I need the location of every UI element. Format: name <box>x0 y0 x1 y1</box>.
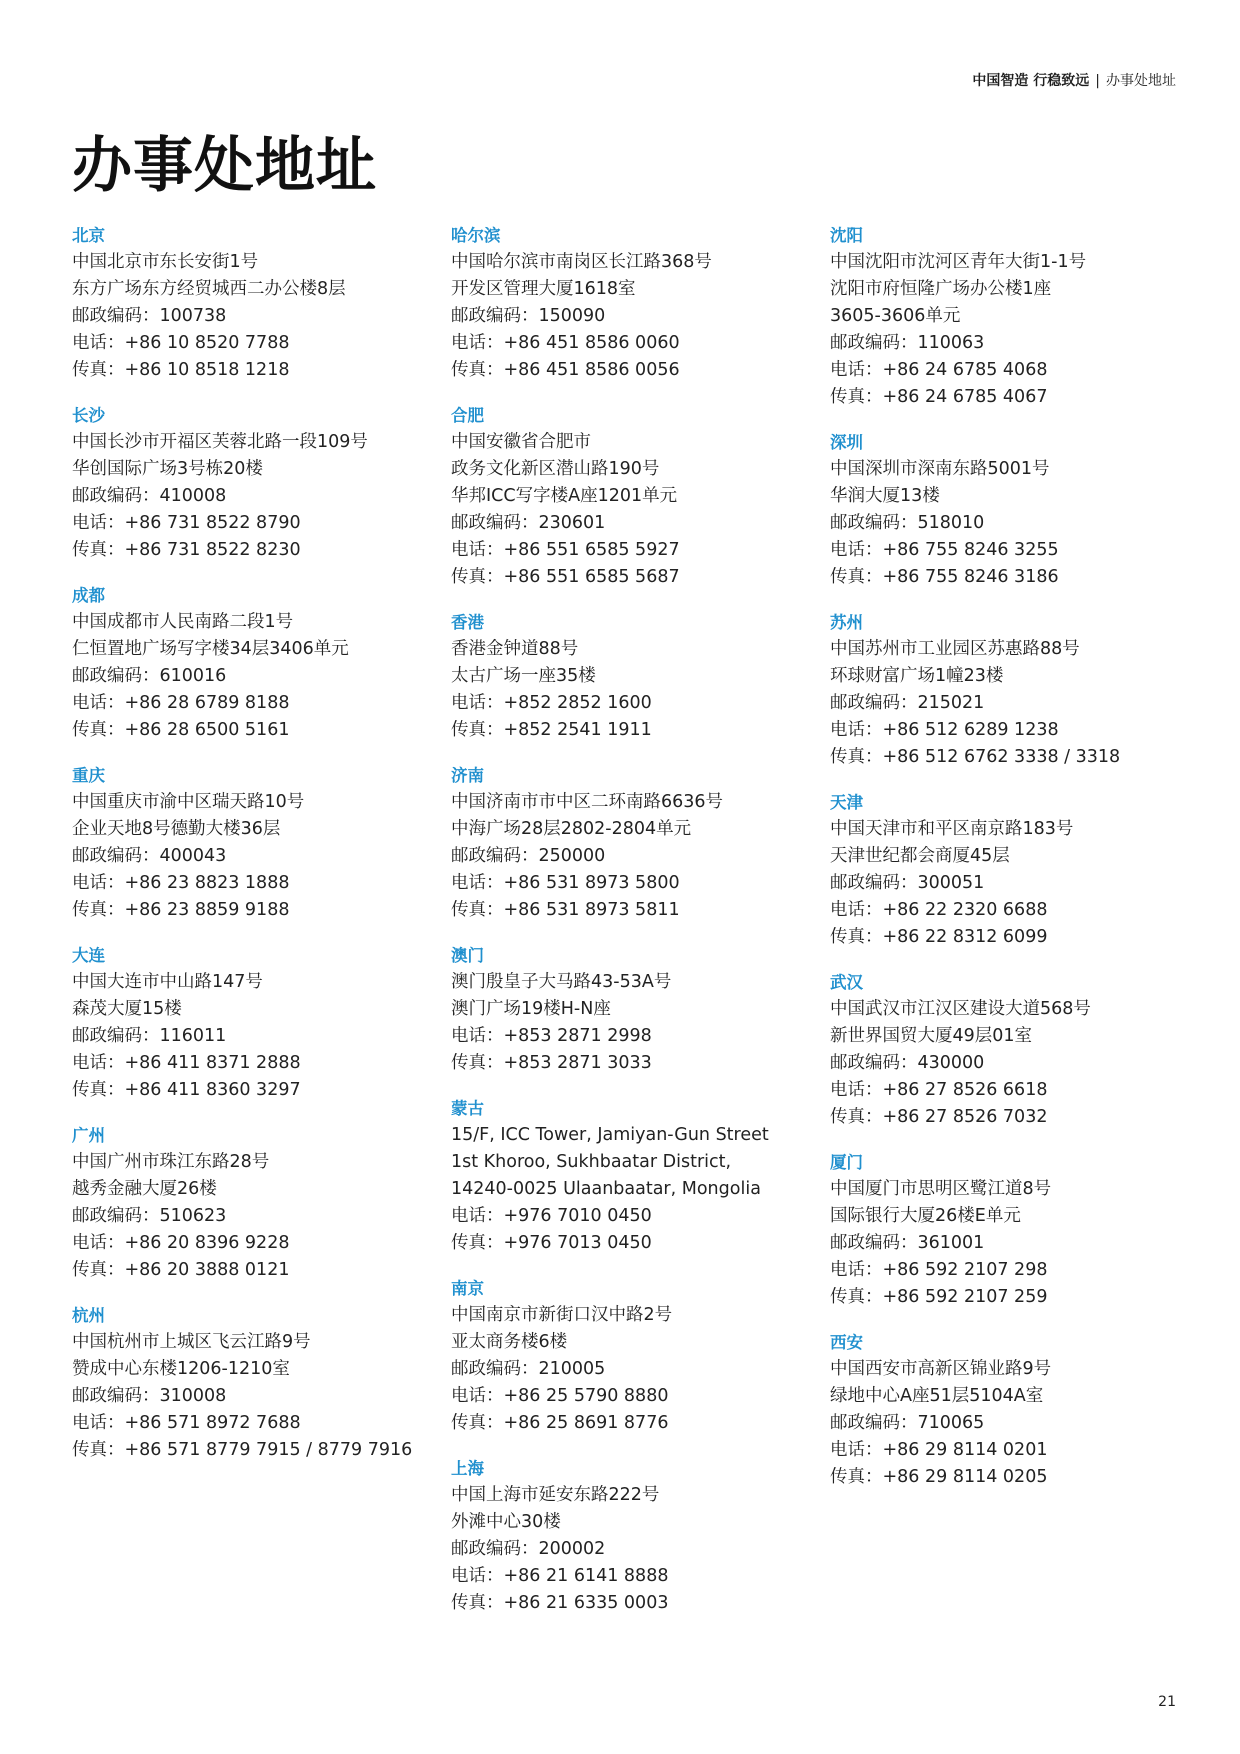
office-block <box>830 790 1190 951</box>
office-block <box>830 223 1190 411</box>
office-city: 济南 <box>451 766 484 785</box>
office-block <box>830 610 1190 771</box>
office-address-line: 电话：+86 731 8522 8790 <box>72 513 301 533</box>
office-address-line: 新世界国贸大厦49层01室 <box>830 1026 1033 1046</box>
office-address-line: 邮政编码：150090 <box>451 306 606 326</box>
office-address-line: 中国苏州市工业园区苏惠路88号 <box>830 639 1080 659</box>
office-address-line: 传真：+86 531 8973 5811 <box>451 900 680 920</box>
office-address-line: 电话：+86 451 8586 0060 <box>451 333 680 353</box>
office-address-line: 邮政编码：210005 <box>451 1359 606 1379</box>
office-block <box>72 763 432 924</box>
office-address-line: 传真：+976 7013 0450 <box>451 1233 652 1253</box>
office-address-line: 亚太商务楼6楼 <box>451 1332 568 1352</box>
office-address-line: 电话：+86 21 6141 8888 <box>451 1566 669 1586</box>
office-address-line: 电话：+86 571 8972 7688 <box>72 1413 301 1433</box>
office-address-line: 绿地中心A座51层5104A室 <box>830 1386 1044 1406</box>
office-address-line: 15/F, ICC Tower, Jamiyan-Gun Street <box>451 1125 769 1145</box>
office-address-line: 森茂大厦15楼 <box>72 999 182 1019</box>
office-city: 天津 <box>830 793 863 812</box>
office-address-line: 中国成都市人民南路二段1号 <box>72 612 294 632</box>
office-address-line: 电话：+853 2871 2998 <box>451 1026 652 1046</box>
office-address-line: 电话：+86 25 5790 8880 <box>451 1386 669 1406</box>
office-address-line: 沈阳市府恒隆广场办公楼1座 <box>830 279 1052 299</box>
office-city: 大连 <box>72 946 105 965</box>
office-address-line: 传真：+86 23 8859 9188 <box>72 900 290 920</box>
office-address-line: 邮政编码：710065 <box>830 1413 985 1433</box>
office-address-line: 电话：+86 22 2320 6688 <box>830 900 1048 920</box>
office-address-line: 邮政编码：100738 <box>72 306 227 326</box>
office-address-line: 外滩中心30楼 <box>451 1512 561 1532</box>
office-column-2 <box>451 223 796 1636</box>
office-address-line: 中国大连市中山路147号 <box>72 972 263 992</box>
office-address-line: 华润大厦13楼 <box>830 486 940 506</box>
office-address-line: 中国杭州市上城区飞云江路9号 <box>72 1332 311 1352</box>
office-city: 哈尔滨 <box>451 226 501 245</box>
office-city: 沈阳 <box>830 226 863 245</box>
office-city: 成都 <box>72 586 105 605</box>
office-city: 合肥 <box>451 406 484 425</box>
office-address-line: 中国沈阳市沈河区青年大街1-1号 <box>830 252 1087 272</box>
office-city: 武汉 <box>830 973 863 992</box>
office-address-line: 中国安徽省合肥市 <box>451 432 591 452</box>
office-address-line: 中国广州市珠江东路28号 <box>72 1152 270 1172</box>
office-address-line: 中国重庆市渝中区瑞天路10号 <box>72 792 305 812</box>
office-address-line: 电话：+86 531 8973 5800 <box>451 873 680 893</box>
office-address-line: 1st Khoroo, Sukhbaatar District, <box>451 1152 732 1172</box>
office-city: 深圳 <box>830 433 863 452</box>
office-address-line: 天津世纪都会商厦45层 <box>830 846 1010 866</box>
office-address-line: 邮政编码：310008 <box>72 1386 227 1406</box>
office-address-line: 邮政编码：410008 <box>72 486 227 506</box>
office-address-line: 传真：+86 731 8522 8230 <box>72 540 301 560</box>
office-address-line: 3605-3606单元 <box>830 306 961 326</box>
office-city: 杭州 <box>72 1306 105 1325</box>
office-address-line: 越秀金融大厦26楼 <box>72 1179 217 1199</box>
office-column-1 <box>72 223 432 1483</box>
office-address-line: 传真：+86 10 8518 1218 <box>72 360 290 380</box>
office-block <box>72 403 432 564</box>
office-address-line: 邮政编码：518010 <box>830 513 985 533</box>
office-address-line: 中国上海市延安东路222号 <box>451 1485 660 1505</box>
office-address-line: 传真：+86 20 3888 0121 <box>72 1260 290 1280</box>
office-address-line: 邮政编码：110063 <box>830 333 985 353</box>
office-address-line: 中国西安市高新区锦业路9号 <box>830 1359 1052 1379</box>
office-address-line: 中海广场28层2802-2804单元 <box>451 819 692 839</box>
running-head-separator: | <box>1095 73 1100 89</box>
office-address-line: 电话：+86 755 8246 3255 <box>830 540 1059 560</box>
office-address-line: 传真：+86 451 8586 0056 <box>451 360 680 380</box>
office-address-line: 邮政编码：230601 <box>451 513 606 533</box>
office-address-line: 电话：+86 411 8371 2888 <box>72 1053 301 1073</box>
office-address-line: 中国天津市和平区南京路183号 <box>830 819 1074 839</box>
office-address-line: 传真：+86 755 8246 3186 <box>830 567 1059 587</box>
office-address-line: 中国北京市东长安街1号 <box>72 252 259 272</box>
office-address-line: 电话：+86 23 8823 1888 <box>72 873 290 893</box>
office-block <box>451 943 796 1077</box>
office-address-line: 中国深圳市深南东路5001号 <box>830 459 1050 479</box>
office-address-line: 华创国际广场3号栋20楼 <box>72 459 263 479</box>
office-address-line: 传真：+852 2541 1911 <box>451 720 652 740</box>
office-address-line: 邮政编码：300051 <box>830 873 985 893</box>
office-block <box>451 223 796 384</box>
office-address-line: 邮政编码：116011 <box>72 1026 227 1046</box>
office-address-line: 电话：+86 20 8396 9228 <box>72 1233 290 1253</box>
office-address-line: 中国厦门市思明区鹭江道8号 <box>830 1179 1052 1199</box>
office-city: 蒙古 <box>451 1099 484 1118</box>
office-block <box>72 223 432 384</box>
office-address-line: 电话：+86 592 2107 298 <box>830 1260 1048 1280</box>
office-address-line: 邮政编码：510623 <box>72 1206 227 1226</box>
office-address-line: 传真：+86 592 2107 259 <box>830 1287 1048 1307</box>
office-address-line: 国际银行大厦26楼E单元 <box>830 1206 1021 1226</box>
office-address-line: 传真：+86 21 6335 0003 <box>451 1593 669 1613</box>
office-address-line: 电话：+976 7010 0450 <box>451 1206 652 1226</box>
office-block <box>451 1276 796 1437</box>
office-address-line: 中国哈尔滨市南岗区长江路368号 <box>451 252 712 272</box>
office-address-line: 中国长沙市开福区芙蓉北路一段109号 <box>72 432 368 452</box>
office-address-line: 电话：+86 24 6785 4068 <box>830 360 1048 380</box>
office-address-line: 电话：+86 10 8520 7788 <box>72 333 290 353</box>
office-address-line: 电话：+86 551 6585 5927 <box>451 540 680 560</box>
office-address-line: 邮政编码：610016 <box>72 666 227 686</box>
office-city: 厦门 <box>830 1153 863 1172</box>
office-address-line: 东方广场东方经贸城西二办公楼8层 <box>72 279 346 299</box>
running-head-section: 办事处地址 <box>1106 73 1176 89</box>
office-address-line: 邮政编码：250000 <box>451 846 606 866</box>
office-address-line: 电话：+852 2852 1600 <box>451 693 652 713</box>
office-address-line: 开发区管理大厦1618室 <box>451 279 636 299</box>
office-city: 北京 <box>72 226 105 245</box>
office-address-line: 中国武汉市江汉区建设大道568号 <box>830 999 1091 1019</box>
office-address-line: 太古广场一座35楼 <box>451 666 596 686</box>
office-address-line: 香港金钟道88号 <box>451 639 579 659</box>
office-block <box>830 1150 1190 1311</box>
office-address-line: 企业天地8号德勤大楼36层 <box>72 819 281 839</box>
office-address-line: 传真：+86 512 6762 3338 / 3318 <box>830 747 1121 767</box>
office-city: 香港 <box>451 613 484 632</box>
office-block <box>451 763 796 924</box>
office-address-line: 电话：+86 28 6789 8188 <box>72 693 290 713</box>
office-address-line: 传真：+86 25 8691 8776 <box>451 1413 669 1433</box>
office-city: 长沙 <box>72 406 105 425</box>
office-address-line: 传真：+86 571 8779 7915 / 8779 7916 <box>72 1440 413 1460</box>
office-city: 广州 <box>72 1126 105 1145</box>
office-city: 西安 <box>830 1333 863 1352</box>
office-block <box>830 1330 1190 1491</box>
office-city: 苏州 <box>830 613 863 632</box>
office-city: 上海 <box>451 1459 484 1478</box>
office-city: 南京 <box>451 1279 484 1298</box>
office-address-line: 传真：+86 28 6500 5161 <box>72 720 290 740</box>
office-address-line: 传真：+86 27 8526 7032 <box>830 1107 1048 1127</box>
office-block <box>451 1096 796 1257</box>
office-column-3 <box>830 223 1190 1510</box>
office-address-line: 华邦ICC写字楼A座1201单元 <box>451 486 678 506</box>
office-block <box>830 430 1190 591</box>
office-address-line: 中国南京市新街口汉中路2号 <box>451 1305 673 1325</box>
office-block <box>72 583 432 744</box>
running-head <box>972 70 1176 90</box>
office-address-line: 传真：+86 29 8114 0205 <box>830 1467 1048 1487</box>
office-address-line: 传真：+86 551 6585 5687 <box>451 567 680 587</box>
office-city: 澳门 <box>451 946 484 965</box>
office-block <box>72 1123 432 1284</box>
office-address-line: 邮政编码：361001 <box>830 1233 985 1253</box>
office-address-line: 政务文化新区潜山路190号 <box>451 459 660 479</box>
office-address-line: 电话：+86 27 8526 6618 <box>830 1080 1048 1100</box>
office-address-line: 澳门广场19楼H-N座 <box>451 999 611 1019</box>
office-address-line: 中国济南市市中区二环南路6636号 <box>451 792 724 812</box>
office-address-line: 传真：+86 411 8360 3297 <box>72 1080 301 1100</box>
office-address-line: 传真：+86 22 8312 6099 <box>830 927 1048 947</box>
office-address-line: 环球财富广场1幢23楼 <box>830 666 1004 686</box>
office-block <box>830 970 1190 1131</box>
office-address-line: 传真：+853 2871 3033 <box>451 1053 652 1073</box>
office-block <box>72 943 432 1104</box>
office-address-line: 仁恒置地广场写字楼34层3406单元 <box>72 639 349 659</box>
office-block <box>451 1456 796 1617</box>
office-address-line: 赞成中心东楼1206-1210室 <box>72 1359 290 1379</box>
office-address-line: 14240-0025 Ulaanbaatar, Mongolia <box>451 1179 761 1199</box>
page-number: 21 <box>1158 1694 1176 1710</box>
running-head-brand: 中国智造 行稳致远 <box>972 73 1090 89</box>
office-block <box>451 403 796 591</box>
office-address-line: 传真：+86 24 6785 4067 <box>830 387 1048 407</box>
office-block <box>451 610 796 744</box>
office-address-line: 电话：+86 29 8114 0201 <box>830 1440 1048 1460</box>
office-address-line: 邮政编码：215021 <box>830 693 985 713</box>
office-address-line: 邮政编码：400043 <box>72 846 227 866</box>
office-address-line: 邮政编码：430000 <box>830 1053 985 1073</box>
office-address-line: 电话：+86 512 6289 1238 <box>830 720 1059 740</box>
office-block <box>72 1303 432 1464</box>
page-title: 办事处地址 <box>72 131 377 201</box>
office-address-line: 邮政编码：200002 <box>451 1539 606 1559</box>
office-address-line: 澳门殷皇子大马路43-53A号 <box>451 972 672 992</box>
office-city: 重庆 <box>72 766 105 785</box>
